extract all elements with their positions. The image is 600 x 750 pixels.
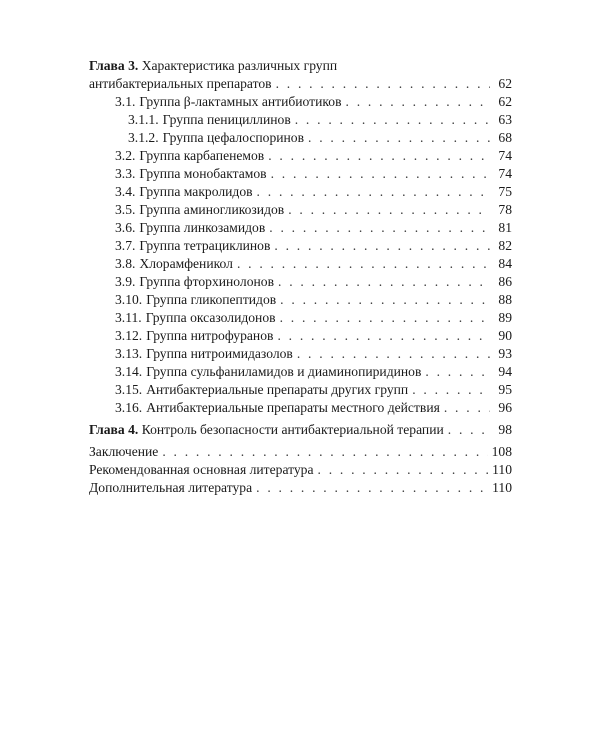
dot-leader — [256, 479, 488, 497]
toc-entry — [89, 183, 512, 201]
chapter-4-label: Глава 4. — [89, 422, 139, 437]
dot-leader — [278, 273, 490, 291]
toc-entry — [89, 165, 512, 183]
dot-leader — [295, 111, 490, 129]
toc-entry-title: Хлорамфеникол — [139, 256, 233, 271]
toc-entry — [89, 309, 512, 327]
chapter-4-title: Контроль безопасности антибактериальной терапии — [141, 422, 444, 437]
dot-leader — [448, 421, 490, 439]
table-of-contents — [89, 57, 512, 497]
backmatter-entry — [89, 461, 512, 479]
toc-entry — [89, 399, 512, 417]
toc-entry-page: 63 — [498, 112, 512, 127]
toc-entry-number: 3.16. — [115, 400, 143, 415]
dot-leader — [280, 291, 490, 309]
toc-entry — [89, 291, 512, 309]
toc-entry-page: 93 — [498, 346, 512, 361]
dot-leader — [308, 129, 490, 147]
toc-entry-number: 3.1. — [115, 94, 136, 109]
toc-entry — [89, 327, 512, 345]
toc-entry-page: 88 — [498, 292, 512, 307]
dot-leader — [288, 201, 490, 219]
backmatter-title: Заключение — [89, 444, 159, 459]
toc-entry-title: Антибактериальные препараты местного действия — [146, 400, 440, 415]
toc-entry — [89, 93, 512, 111]
toc-entry-number: 3.4. — [115, 184, 136, 199]
toc-entry-title: Группа фторхинолонов — [139, 274, 274, 289]
toc-entry-title: Группа оксазолидонов — [145, 310, 276, 325]
toc-entry-number: 3.2. — [115, 148, 136, 163]
toc-entry-number: 3.11. — [115, 310, 142, 325]
toc-entry — [89, 219, 512, 237]
toc-entry — [89, 147, 512, 165]
toc-entry — [89, 273, 512, 291]
toc-entry-number: 3.13. — [115, 346, 143, 361]
toc-entry-page: 74 — [498, 166, 512, 181]
backmatter-entry — [89, 443, 512, 461]
toc-entry-page: 81 — [498, 220, 512, 235]
toc-entry-number: 3.12. — [115, 328, 143, 343]
dot-leader — [269, 219, 490, 237]
dot-leader — [271, 165, 490, 183]
toc-entry-page: 74 — [498, 148, 512, 163]
chapter-3-title-line1: Характеристика различных групп — [141, 58, 338, 73]
back-matter — [89, 443, 512, 497]
toc-entry — [89, 111, 512, 129]
toc-entry-number: 3.10. — [115, 292, 143, 307]
toc-entry-page: 89 — [498, 310, 512, 325]
chapter-3-heading — [89, 57, 512, 75]
chapter-3-subsections — [89, 93, 512, 417]
dot-leader — [318, 461, 489, 479]
toc-entry-title: Группа нитроимидазолов — [146, 346, 293, 361]
toc-entry-page: 95 — [498, 382, 512, 397]
backmatter-title: Рекомендованная основная литература — [89, 462, 314, 477]
toc-entry-number: 3.6. — [115, 220, 136, 235]
dot-leader — [280, 309, 490, 327]
toc-entry-title: Группа аминогликозидов — [139, 202, 285, 217]
dot-leader — [268, 147, 490, 165]
dot-leader — [276, 75, 490, 93]
toc-entry-title: Группа макролидов — [139, 184, 253, 199]
toc-entry — [89, 363, 512, 381]
toc-entry — [89, 255, 512, 273]
toc-entry-number: 3.15. — [115, 382, 143, 397]
toc-entry-page: 94 — [498, 364, 512, 379]
toc-entry-page: 62 — [498, 94, 512, 109]
toc-entry-page: 75 — [498, 184, 512, 199]
toc-entry-number: 3.7. — [115, 238, 136, 253]
toc-entry — [89, 129, 512, 147]
toc-entry-number: 3.9. — [115, 274, 136, 289]
toc-entry-page: 82 — [498, 238, 512, 253]
toc-entry-title: Группа пенициллинов — [162, 112, 291, 127]
toc-entry-page: 90 — [498, 328, 512, 343]
toc-entry-page: 84 — [498, 256, 512, 271]
backmatter-entry — [89, 479, 512, 497]
toc-entry-number: 3.5. — [115, 202, 136, 217]
chapter-3-page: 62 — [498, 76, 512, 91]
toc-entry — [89, 381, 512, 399]
toc-entry-page: 96 — [498, 400, 512, 415]
toc-entry-title: Группа карбапенемов — [139, 148, 265, 163]
toc-entry-number: 3.1.2. — [128, 130, 159, 145]
toc-entry-title: Группа нитрофуранов — [146, 328, 274, 343]
toc-entry-title: Группа сульфаниламидов и диаминопиридинов — [146, 364, 422, 379]
dot-leader — [277, 327, 490, 345]
dot-leader — [412, 381, 490, 399]
dot-leader — [346, 93, 491, 111]
toc-entry-number: 3.8. — [115, 256, 136, 271]
dot-leader — [237, 255, 490, 273]
chapter-3-label: Глава 3. — [89, 58, 139, 73]
backmatter-page: 108 — [491, 444, 512, 459]
dot-leader — [425, 363, 490, 381]
chapter-3-title-line2: антибактериальных препаратов — [89, 76, 272, 91]
toc-entry-number: 3.14. — [115, 364, 143, 379]
toc-entry-number: 3.1.1. — [128, 112, 159, 127]
toc-entry — [89, 345, 512, 363]
dot-leader — [274, 237, 490, 255]
toc-entry-title: Группа β-лактамных антибиотиков — [139, 94, 342, 109]
toc-entry-title: Группа тетрациклинов — [139, 238, 271, 253]
dot-leader — [257, 183, 490, 201]
toc-entry-number: 3.3. — [115, 166, 136, 181]
dot-leader — [162, 443, 487, 461]
toc-entry-title: Группа монобактамов — [139, 166, 267, 181]
chapter-4-page: 98 — [498, 422, 512, 437]
dot-leader — [297, 345, 490, 363]
chapter-4-entry — [89, 421, 512, 439]
backmatter-title: Дополнительная литература — [89, 480, 253, 495]
toc-entry-page: 68 — [498, 130, 512, 145]
toc-entry-title: Группа линкозамидов — [139, 220, 266, 235]
toc-entry-page: 86 — [498, 274, 512, 289]
toc-entry — [89, 237, 512, 255]
backmatter-page: 110 — [492, 462, 512, 477]
dot-leader — [444, 399, 490, 417]
toc-entry-page: 78 — [498, 202, 512, 217]
toc-entry-title: Антибактериальные препараты других групп — [146, 382, 409, 397]
toc-entry — [89, 201, 512, 219]
chapter-3-entry — [89, 75, 512, 93]
toc-entry-title: Группа цефалоспоринов — [162, 130, 305, 145]
backmatter-page: 110 — [492, 480, 512, 495]
toc-entry-title: Группа гликопептидов — [146, 292, 277, 307]
